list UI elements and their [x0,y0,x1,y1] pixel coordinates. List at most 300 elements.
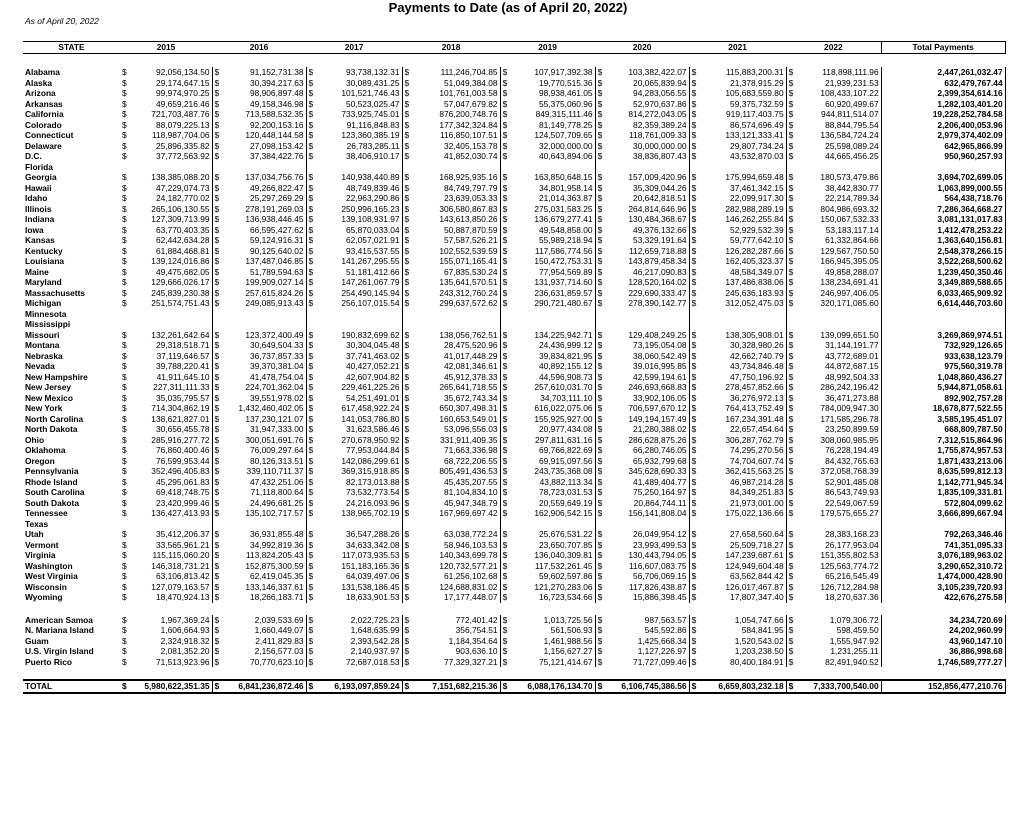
payment-amount: 163,850,648.15 [510,172,595,183]
payment-amount: 26,177,953.04 [796,540,881,551]
payment-amount: 561,506.93 [510,625,595,636]
payment-amount: 229,690,333.47 [605,288,689,299]
table-row [23,109,1005,120]
payment-amount: 111,246,704.85 [412,67,500,78]
dollar-sign: $ [308,67,314,77]
payment-amount: 278,457,852.66 [699,382,786,393]
payment-amount: 30,656,455.78 [130,424,212,435]
payment-amount: 53,183,117.14 [796,225,881,236]
payment-amount: 49,548,858.00 [510,225,595,236]
payment-amount: 36,276,972.13 [699,393,786,404]
payment-amount: 21,973,001.00 [699,498,786,509]
table-row [23,550,1005,561]
empty-cell [796,162,881,173]
payment-amount: 175,022,136.66 [699,508,786,519]
dollar-sign: $ [597,382,603,392]
dollar-sign: $ [404,550,410,560]
dollar-sign: $ [597,476,603,487]
payment-amount: 69,418,748.75 [130,487,212,498]
dollar-sign: $ [788,287,794,298]
payment-amount: 132,261,642.64 [130,330,212,341]
dollar-sign: $ [122,140,127,151]
payment-amount: 18,270,637.36 [796,592,881,603]
dollar-sign: $ [122,350,127,361]
payment-amount: 123,360,385.19 [316,130,402,141]
payment-amount: 73,195,054.08 [605,340,689,351]
payment-amount: 24,496,681.25 [222,498,306,509]
payment-amount: 38,442,830.77 [796,183,881,194]
payment-amount: 331,911,409.35 [412,435,500,446]
payment-amount: 138,385,088.20 [130,172,212,183]
table-row [23,340,1005,351]
payment-amount: 30,394,217.63 [222,78,306,89]
payment-amount: 1,432,460,402.05 [222,403,306,414]
total-payments-cell: 34,234,720.69 [881,615,1005,626]
payment-amount: 29,807,734.24 [699,141,786,152]
table-row [23,267,1005,278]
payment-amount: 23,250,899.59 [796,424,881,435]
payment-amount: 136,040,309.81 [510,550,595,561]
empty-cell [402,162,412,173]
payment-amount: 117,532,261.45 [510,561,595,572]
payment-amount: 37,119,646.57 [130,351,212,362]
dollar-sign: $ [404,340,410,350]
payment-amount: 66,280,746.05 [605,445,689,456]
payment-amount: 944,811,514.07 [796,109,881,120]
payment-amount: 90,125,640.02 [222,246,306,257]
page-title: Payments to Date (as of April 20, 2022) [388,0,628,15]
payment-amount: 138,305,908.01 [699,330,786,341]
payment-amount: 713,588,532.35 [222,109,306,120]
dollar-sign: $ [502,350,508,361]
dollar-sign: $ [691,245,697,256]
total-payments-cell: 3,081,131,017.83 [881,214,1005,225]
dollar-sign: $ [597,614,603,625]
payment-amount: 141,267,295.55 [316,256,402,267]
payment-amount: 229,461,225.26 [316,382,402,393]
payment-amount: 139,124,016.86 [130,256,212,267]
dollar-sign: $ [122,109,127,119]
dollar-sign: $ [597,224,603,235]
payment-amount: 77,954,569.89 [510,267,595,278]
payment-amount: 369,315,918.85 [316,466,402,477]
column-header-2020: 2020 [595,42,689,54]
payment-amount: 6,193,097,859.24 [316,680,402,693]
payment-amount: 66,595,427.62 [222,225,306,236]
state-name: Nevada [25,361,55,371]
dollar-sign: $ [788,529,794,539]
dollar-sign: $ [214,224,220,235]
dollar-sign: $ [122,256,127,266]
dollar-sign: $ [502,550,508,560]
payment-amount: 76,860,400.46 [130,445,212,456]
dollar-sign: $ [788,539,794,550]
dollar-sign: $ [308,277,314,287]
dollar-sign: $ [122,539,127,550]
dollar-sign: $ [691,487,697,497]
state-name: Illinois [25,203,52,214]
state-name: Utah [25,529,44,539]
payment-amount: 108,433,107.22 [796,88,881,99]
empty-cell [689,519,699,530]
dollar-sign: $ [308,98,314,109]
column-header-2021: 2021 [689,42,786,54]
column-header-2018: 2018 [402,42,500,54]
dollar-sign: $ [788,98,794,109]
payment-amount: 37,384,422.76 [222,151,306,162]
payment-amount: 77,329,327.21 [412,657,500,668]
payment-amount: 650,307,498.31 [412,403,500,414]
dollar-sign: $ [308,434,314,445]
payment-amount: 772,401.42 [412,615,500,626]
payment-amount: 285,916,277.72 [130,435,212,446]
total-payments-cell: 1,048,860,436.27 [881,372,1005,383]
payment-amount: 297,811,631.16 [510,435,595,446]
total-payments-cell: 1,239,450,350.46 [881,267,1005,278]
payment-amount: 155,925,927.00 [510,414,595,425]
dollar-sign: $ [404,277,410,287]
empty-cell [402,519,412,530]
dollar-sign: $ [404,245,410,256]
dollar-sign: $ [788,266,794,277]
total-payments-cell: 741,351,095.33 [881,540,1005,551]
payment-amount: 35,412,206.37 [130,529,212,540]
dollar-sign: $ [308,371,314,382]
dollar-sign: $ [122,635,127,646]
payment-amount: 92,200,153.16 [222,120,306,131]
dollar-sign: $ [122,214,127,224]
dollar-sign: $ [788,466,794,476]
payment-amount: 37,741,463.02 [316,351,402,362]
dollar-sign: $ [308,497,314,508]
payment-amount: 18,470,924.13 [130,592,212,603]
state-name: Delaware [25,140,62,151]
dollar-sign: $ [404,77,410,88]
dollar-sign: $ [308,508,314,518]
dollar-sign: $ [404,625,410,635]
payment-amount: 80,400,184.91 [699,657,786,668]
dollar-sign: $ [404,592,410,602]
total-payments-cell: 1,412,478,253.22 [881,225,1005,236]
dollar-sign: $ [597,182,603,193]
dollar-sign: $ [214,497,220,508]
payment-amount: 82,359,389.24 [605,120,689,131]
payment-amount: 236,631,859.57 [510,288,595,299]
dollar-sign: $ [502,340,508,350]
dollar-sign: $ [788,67,794,77]
dollar-sign: $ [691,98,697,109]
table-row [23,162,1005,173]
dollar-sign: $ [122,361,127,371]
payment-amount: 42,662,740.79 [699,351,786,362]
spacer-row [23,603,1005,615]
table-row [23,561,1005,572]
total-payments-cell: 564,438,718.76 [881,193,1005,204]
dollar-sign: $ [689,680,699,693]
payment-amount: 78,723,031.53 [510,487,595,498]
payment-amount: 61,884,468.81 [130,246,212,257]
dollar-sign: $ [597,245,603,256]
payment-amount: 30,304,045.48 [316,340,402,351]
dollar-sign: $ [404,581,410,592]
dollar-sign: $ [788,392,794,403]
payment-amount: 53,096,556.03 [412,424,500,435]
dollar-sign: $ [214,130,220,140]
dollar-sign: $ [502,592,508,602]
dollar-sign: $ [120,680,130,693]
dollar-sign: $ [597,214,603,224]
payment-amount: 714,304,862.19 [130,403,212,414]
dollar-sign: $ [214,67,220,77]
dollar-sign: $ [214,424,220,434]
dollar-sign: $ [122,193,127,203]
payment-amount: 73,532,773.54 [316,487,402,498]
dollar-sign: $ [122,245,127,256]
dollar-sign: $ [502,382,508,392]
table-row [23,382,1005,393]
table-row [23,99,1005,110]
total-payments-cell: 2,548,378,266.15 [881,246,1005,257]
state-name: Massachusetts [25,287,86,298]
dollar-sign: $ [691,203,697,214]
payment-amount: 2,156,577.03 [222,646,306,657]
dollar-sign: $ [788,403,794,413]
dollar-sign: $ [502,614,508,625]
empty-cell [130,309,212,320]
state-name: Maryland [25,277,62,287]
dollar-sign: $ [691,361,697,371]
table-row [23,615,1005,626]
payment-amount: 40,643,894.06 [510,151,595,162]
empty-cell [306,309,316,320]
payment-amount: 131,937,714.60 [510,277,595,288]
table-row [23,646,1005,657]
state-name: Alabama [25,67,60,77]
dollar-sign: $ [308,403,314,413]
dollar-sign: $ [214,298,220,308]
empty-cell [500,162,510,173]
payment-amount: 25,676,531.22 [510,529,595,540]
dollar-sign: $ [404,214,410,224]
dollar-sign: $ [502,445,508,455]
payment-amount: 38,836,807.43 [605,151,689,162]
payment-amount: 243,312,760.24 [412,288,500,299]
payment-amount: 6,659,803,232.18 [699,680,786,693]
dollar-sign: $ [308,235,314,245]
dollar-sign: $ [214,560,220,571]
dollar-sign: $ [404,539,410,550]
payment-amount: 16,723,534.66 [510,592,595,603]
header-row [23,42,1005,54]
total-payments-cell: 642,965,866.99 [881,141,1005,152]
dollar-sign: $ [122,266,127,277]
dollar-sign: $ [214,182,220,193]
dollar-sign: $ [214,151,220,161]
empty-cell [796,309,881,320]
dollar-sign: $ [691,466,697,476]
empty-cell [699,162,786,173]
empty-cell [595,519,605,530]
dollar-sign: $ [308,413,314,424]
dollar-sign: $ [122,130,127,140]
payment-amount: 39,370,381.04 [222,361,306,372]
dollar-sign: $ [214,392,220,403]
dollar-sign: $ [502,476,508,487]
dollar-sign: $ [691,497,697,508]
dollar-sign: $ [597,529,603,539]
payment-amount: 30,089,431.25 [316,78,402,89]
dollar-sign: $ [597,130,603,140]
payment-amount: 46,217,090.83 [605,267,689,278]
dollar-sign: $ [404,571,410,581]
payment-amount: 131,538,186.45 [316,582,402,593]
dollar-sign: $ [691,539,697,550]
dollar-sign: $ [502,77,508,88]
payment-amount: 60,920,499.67 [796,99,881,110]
payment-amount: 65,870,033.04 [316,225,402,236]
dollar-sign: $ [788,497,794,508]
dollar-sign: $ [214,235,220,245]
column-header-2016: 2016 [212,42,306,54]
dollar-sign: $ [500,680,510,693]
dollar-sign: $ [597,193,603,203]
dollar-sign: $ [502,539,508,550]
table-row [23,571,1005,582]
dollar-sign: $ [597,298,603,308]
state-name: U.S. Virgin Island [25,646,94,656]
state-name: Colorado [25,119,62,130]
dollar-sign: $ [788,581,794,592]
state-name: Puerto Rico [25,656,72,667]
payment-amount: 156,141,808.04 [605,508,689,519]
dollar-sign: $ [122,581,127,592]
dollar-sign: $ [214,287,220,298]
dollar-sign: $ [597,424,603,434]
empty-cell [500,309,510,320]
payment-amount: 48,749,839.46 [316,183,402,194]
dollar-sign: $ [691,614,697,625]
payment-amount: 133,121,333.41 [699,130,786,141]
table-row [23,298,1005,309]
dollar-sign: $ [691,476,697,487]
payment-amount: 45,947,348.79 [412,498,500,509]
payment-amount: 2,411,829.83 [222,636,306,647]
payment-amount: 24,436,999.12 [510,340,595,351]
dollar-sign: $ [597,635,603,646]
payment-amount: 31,144,191.77 [796,340,881,351]
payment-amount: 51,789,594.63 [222,267,306,278]
state-name: Hawaii [25,182,52,193]
empty-cell [595,309,605,320]
empty-cell [222,162,306,173]
dollar-sign: $ [214,539,220,550]
payment-amount: 157,009,420.96 [605,172,689,183]
empty-cell [605,162,689,173]
empty-cell [120,162,130,173]
payment-amount: 987,563.57 [605,615,689,626]
dollar-sign: $ [404,656,410,667]
dollar-sign: $ [788,614,794,625]
dollar-sign: $ [597,413,603,424]
dollar-sign: $ [691,329,697,340]
dollar-sign: $ [788,77,794,88]
payment-amount: 49,475,682.05 [130,267,212,278]
dollar-sign: $ [214,266,220,277]
payment-amount: 74,704,607.74 [699,456,786,467]
payment-amount: 147,261,067.79 [316,277,402,288]
dollar-sign: $ [788,224,794,235]
dollar-sign: $ [122,224,127,235]
payment-amount: 37,772,563.92 [130,151,212,162]
payment-amount: 1,184,354.64 [412,636,500,647]
payment-amount: 88,079,225.13 [130,120,212,131]
total-payments-cell: 7,286,364,668.27 [881,204,1005,215]
total-payments-cell: 933,638,123.79 [881,351,1005,362]
dollar-sign: $ [691,109,697,119]
payment-amount: 47,750,196.92 [699,372,786,383]
payment-amount: 63,562,844.42 [699,571,786,582]
dollar-sign: $ [502,140,508,151]
empty-cell [605,309,689,320]
payment-amount: 34,633,342.08 [316,540,402,551]
table-row [23,445,1005,456]
dollar-sign: $ [691,413,697,424]
dollar-sign: $ [788,445,794,455]
payment-amount: 1,054,747.66 [699,615,786,626]
total-payments-cell: 3,076,189,963.02 [881,550,1005,561]
dollar-sign: $ [502,119,508,130]
dollar-sign: $ [788,476,794,487]
dollar-sign: $ [122,571,127,581]
dollar-sign: $ [502,508,508,518]
dollar-sign: $ [502,182,508,193]
dollar-sign: $ [502,497,508,508]
dollar-sign: $ [308,382,314,392]
dollar-sign: $ [306,680,316,693]
dollar-sign: $ [691,403,697,413]
state-name: Vermont [25,539,59,550]
payment-amount: 72,687,018.53 [316,657,402,668]
payment-amount: 138,234,691.41 [796,277,881,288]
dollar-sign: $ [308,466,314,476]
payment-amount: 25,509,718.27 [699,540,786,551]
payment-amount: 118,761,009.33 [605,130,689,141]
payment-amount: 19,770,515.36 [510,78,595,89]
dollar-sign: $ [597,140,603,151]
dollar-sign: $ [502,130,508,140]
state-name: Alaska [25,77,53,88]
payment-amount: 177,342,324.84 [412,120,500,131]
dollar-sign: $ [691,140,697,151]
payment-amount: 36,471,273.88 [796,393,881,404]
table-row [23,477,1005,488]
dollar-sign: $ [308,151,314,161]
state-name: Montana [25,340,60,350]
empty-cell [595,162,605,173]
table-row [23,424,1005,435]
as-of-date: As of April 20, 2022 [25,16,99,26]
payment-amount: 61,332,864.66 [796,235,881,246]
payment-amount: 784,009,947.30 [796,403,881,414]
dollar-sign: $ [788,455,794,466]
payment-amount: 56,706,069.15 [605,571,689,582]
total-payments-cell: 3,666,899,667.94 [881,508,1005,519]
state-name: Louisiana [25,256,65,266]
payment-amount: 286,242,196.42 [796,382,881,393]
dollar-sign: $ [788,656,794,667]
dollar-sign: $ [788,109,794,119]
payment-amount: 46,987,214.28 [699,477,786,488]
